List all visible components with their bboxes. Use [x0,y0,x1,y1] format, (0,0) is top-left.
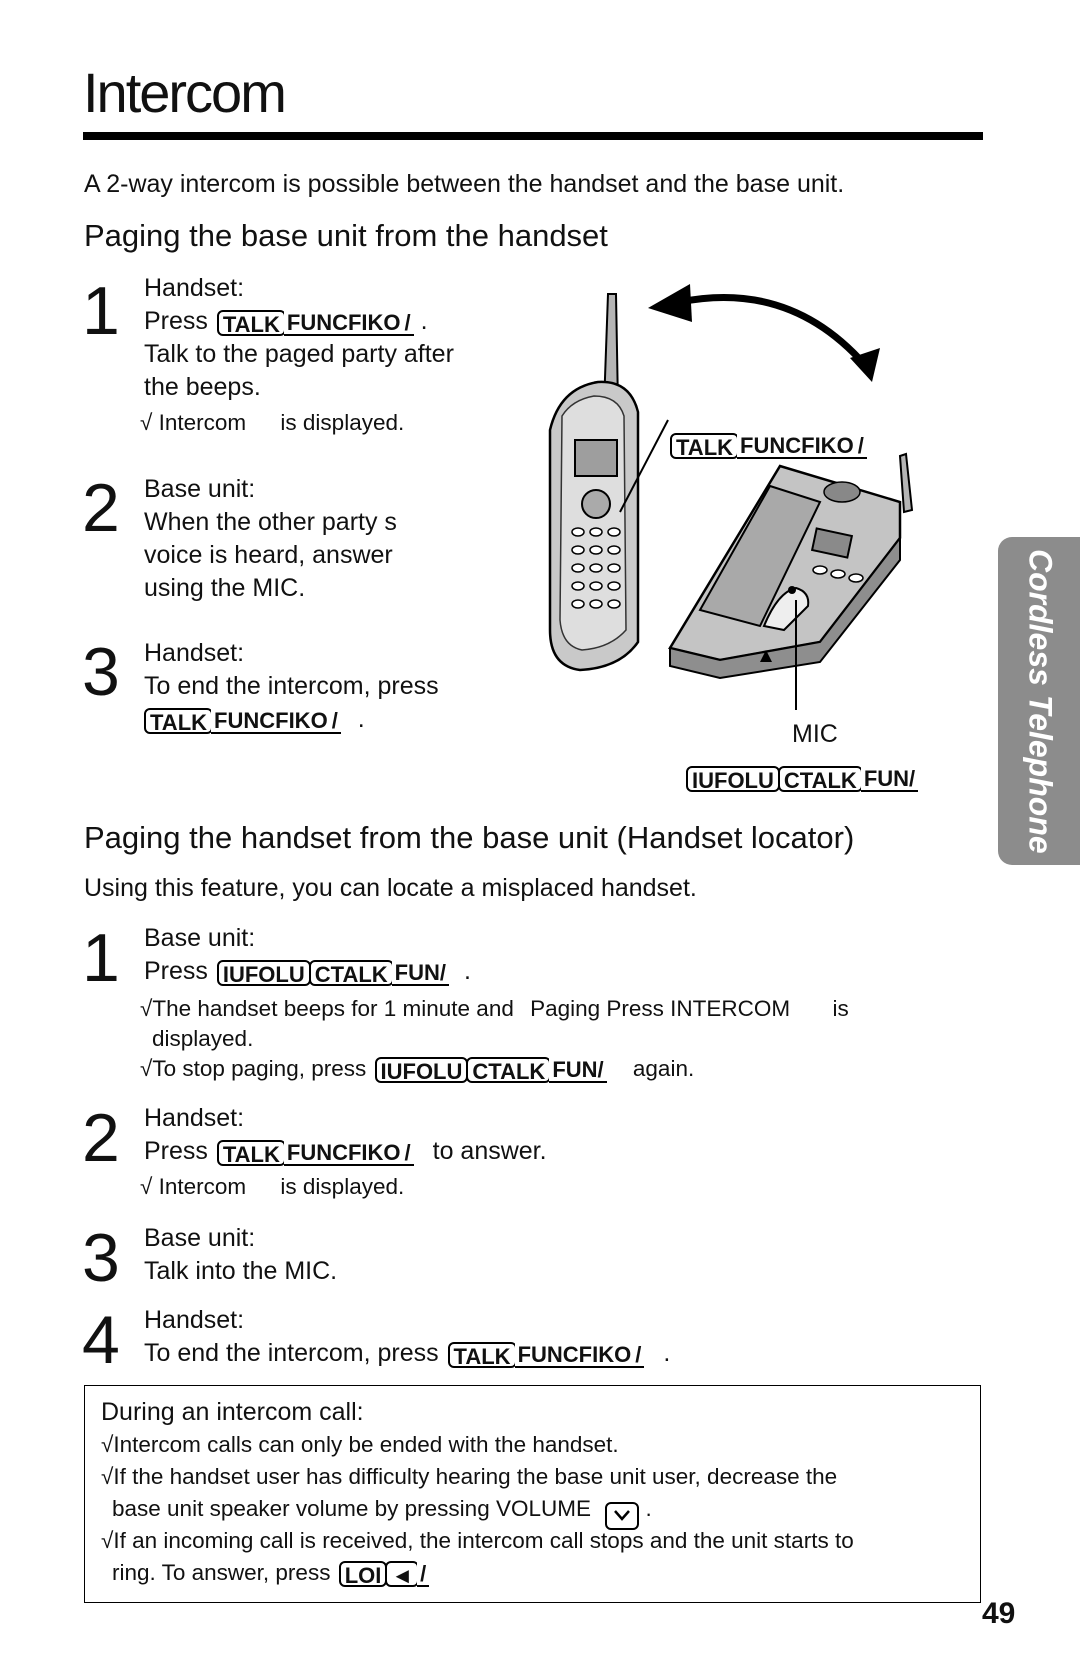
s2-step3-who: Base unit: [144,1224,256,1252]
section2-heading: Paging the handset from the base unit (Handset locator) [84,820,855,855]
after-key-text: . [463,957,471,985]
chevron-down-icon [613,1509,631,1521]
s1-step3-number: 3 [82,634,120,710]
title-rule [83,132,983,140]
s1-step1-line2: Talk to the paged party after [144,340,454,368]
talk-key [144,708,339,734]
s2-step2-number: 2 [82,1100,120,1176]
box-bullet-1: √Intercom calls can only be ended with the handset. [101,1432,619,1457]
intercom-key [217,960,447,986]
key-part: FUNCFIKO [737,433,857,459]
s2-step1-note1-cont: displayed. [152,1026,254,1051]
key-part: TALK [448,1342,517,1368]
s1-step2-line1: When the other party s [144,508,397,536]
press-word: Press [144,1137,208,1165]
section2-intro: Using this feature, you can locate a misplaced handset. [84,874,697,902]
check-mark: √ [140,410,153,435]
s1-step2-line2: voice is heard, answer [144,541,393,569]
key-part: / [329,708,341,734]
box-bullet-3-cont [112,1558,429,1588]
key-part: IUFOLU [217,960,311,986]
key-part: FUN/ [392,960,449,986]
press-word: Press [144,957,208,985]
box-heading: During an intercom call: [101,1398,364,1426]
key-part: TALK [217,1140,286,1166]
key-part: CTALK [309,960,394,986]
box-bullet-3: √If an incoming call is received, the intercom call stops and the unit starts to [101,1528,854,1553]
intercom-illustration [520,270,990,740]
s1-step1-press-line [144,305,454,338]
s2-step4-key-line [144,1337,670,1370]
after-key-text: . [357,705,365,733]
s1-step2-line3: using the MIC. [144,574,306,602]
note2-text: √To stop paging, press [140,1056,367,1081]
note1-text: √The handset beeps for 1 minute and [140,996,514,1021]
section1-heading: Paging the base unit from the handset [84,218,608,253]
page-title: Intercom [83,61,285,124]
s1-step3-key-line [144,703,439,736]
s2-step3-line1: Talk into the MIC. [144,1257,338,1285]
s2-step1-note2 [140,1054,694,1084]
note1-display-text: Paging Press INTERCOM [530,996,791,1021]
key-part: FUNCFIKO [211,708,331,734]
after-key-text: . [663,1339,671,1367]
intercom-key [375,1057,605,1083]
talk-key [670,433,865,459]
key-part: LOI [339,1561,388,1587]
s1-step1-who: Handset: [144,274,245,302]
key-part: FUNCFIKO [515,1342,635,1368]
key-part: / [855,433,867,459]
box-bullet-2: √If the handset user has difficulty hearing the base unit user, decrease the [101,1464,838,1489]
s2-step2-press-line [144,1135,547,1168]
s2-step3 [144,1222,337,1288]
key-part: TALK [144,708,213,734]
s2-step2 [140,1102,547,1202]
key-part: / [402,1140,414,1166]
s2-step1-press-line [144,955,471,988]
s2-step1-note1 [140,994,920,1024]
key-part: ◄ [385,1561,419,1587]
key-part: CTALK [778,766,863,792]
s2-step1 [144,922,471,988]
s1-step3-line1: To end the intercom, press [144,672,439,700]
after-key-text: . [420,307,428,335]
s2-step2-note [140,1172,547,1202]
key-part: / [417,1561,429,1587]
note-suffix: is displayed. [280,1174,405,1199]
note-display-text: Intercom [158,1174,247,1199]
s1-step3-who: Handset: [144,639,245,667]
s1-step1 [140,272,454,438]
s2-step2-who: Handset: [144,1104,245,1132]
key-part: TALK [217,310,286,336]
talk-key [217,1140,412,1166]
note2-suffix: again. [632,1056,695,1081]
check-mark: √ [140,1174,153,1199]
s1-step1-note [140,408,454,438]
s1-step1-line3: the beeps. [144,373,261,401]
s1-step2-who: Base unit: [144,475,256,503]
s1-step2 [144,473,397,605]
press-word: Press [144,307,208,335]
figure-base-key-label [684,763,918,792]
mic-label: MIC [792,720,838,748]
s2-step4-who: Handset: [144,1306,245,1334]
s2-step1-number: 1 [82,920,120,996]
s1-step2-number: 2 [82,470,120,546]
key-part: IUFOLU [686,766,780,792]
box-bullet-2-end: . [645,1496,652,1521]
box-bullet-3-text: ring. To answer, press [112,1560,331,1585]
s1-step3 [144,637,439,736]
talk-key [448,1342,643,1368]
key-part: / [402,310,414,336]
key-part: CTALK [466,1057,551,1083]
page-number: 49 [982,1597,1016,1630]
key-part: FUNCFIKO [284,1140,404,1166]
s2-step4-line1: To end the intercom, press [144,1339,439,1367]
note1-suffix: is [832,996,849,1021]
figure-handset-key-label [668,430,867,459]
side-tab-label: Cordless Telephone [1022,548,1059,854]
intro-text: A 2-way intercom is possible between the handset and the base unit. [84,170,845,198]
box-bullet-2-cont [112,1494,652,1530]
note-suffix: is displayed. [280,410,405,435]
after-key-text: to answer. [432,1137,547,1165]
s2-step4-number: 4 [82,1302,120,1378]
key-part: TALK [670,433,739,459]
intercom-key [686,766,916,792]
s2-step4 [144,1304,670,1370]
s2-step3-number: 3 [82,1220,120,1296]
locator-key [339,1561,428,1587]
note-display-text: Intercom [158,410,247,435]
s1-step1-number: 1 [82,273,120,349]
key-part: FUNCFIKO [284,310,404,336]
key-part: IUFOLU [375,1057,469,1083]
box-bullet-2-text: base unit speaker volume by pressing VOLUME [112,1496,591,1521]
talk-key [217,310,412,336]
key-part: FUN/ [861,766,918,792]
key-part: FUN/ [549,1057,606,1083]
s2-step1-who: Base unit: [144,924,256,952]
key-part: / [632,1342,644,1368]
